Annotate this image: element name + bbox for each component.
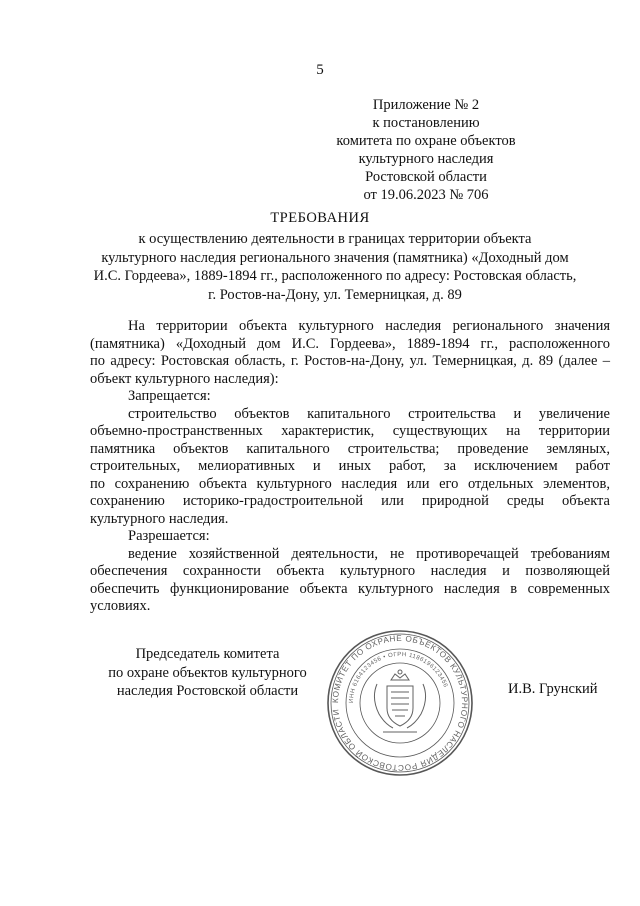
document-body [90, 318, 610, 616]
official-seal-icon [325, 628, 475, 778]
seal-outer-text: КОМИТЕТ ПО ОХРАНЕ ОБЪЕКТОВ КУЛЬТУРНОГО НАСЛЕДИЯ РОСТОВСКОЙ ОБЛАСТИ [330, 633, 470, 773]
document-title: ТРЕБОВАНИЯ [270, 210, 370, 226]
appendix-line: от 19.06.2023 № 706 [363, 187, 489, 203]
appendix-header [296, 96, 556, 204]
prohibited-heading: Запрещается: [128, 388, 211, 404]
prohibited-line: строительство объектов капитального строительства и увеличение [128, 405, 610, 422]
subtitle-line: к осуществлению деятельности в границах территории объекта [138, 231, 532, 247]
seal-inner-text: ИНН 6164123456 • ОГРН 1186196123456 [348, 651, 449, 704]
intro-line: по адресу: Ростовская область, г. Ростов-на-Дону, ул. Темерницкая, д. 89 (далее – [90, 353, 610, 369]
intro-line: На территории объекта культурного наследия регионального значения [128, 318, 610, 334]
appendix-line: к постановлению [372, 115, 480, 131]
allowed-line: условиях. [90, 598, 151, 614]
prohibited-line: сохранению историко-градостроительной или природной среды объекта [90, 493, 610, 509]
intro-line: объект культурного наследия): [90, 370, 279, 387]
coat-of-arms-icon [374, 670, 425, 732]
allowed-heading: Разрешается: [128, 528, 210, 544]
prohibited-line: памятника объектов капитального строительства; проведение земляных, [90, 440, 610, 457]
position-line: по охране объектов культурного [108, 664, 307, 681]
allowed-line: ведение хозяйственной деятельности, не противоречащей требованиям [128, 545, 610, 562]
position-line: наследия Ростовской области [116, 683, 299, 699]
subtitle-line: г. Ростов-на-Дону, ул. Темерницкая, д. 89 [208, 286, 462, 303]
intro-line: (памятника) «Доходный дом И.С. Гордеева», 1889-1894 гг., расположенного [90, 335, 610, 352]
allowed-line: обеспечить функционирование объекта культурного наследия в современных [90, 580, 610, 597]
subtitle-line: культурного наследия регионального значения (памятника) «Доходный дом [101, 249, 569, 266]
signatory-name: И.В. Грунский [508, 681, 598, 697]
position-line: Председатель комитета [135, 646, 280, 662]
signatory-position [95, 645, 320, 701]
allowed-line: обеспечения сохранности объекта культурного наследия и позволяющей [90, 563, 610, 579]
document-subtitle [90, 230, 580, 304]
appendix-line: комитета по охране объектов [336, 133, 516, 149]
appendix-line: Ростовской области [365, 169, 487, 185]
prohibited-line: строительных, мелиоративных и иных работ, за исключением работ [90, 458, 610, 474]
prohibited-line: объемно-пространственных характеристик, существующих на территории [90, 423, 610, 439]
appendix-line: культурного наследия [358, 151, 494, 167]
prohibited-line: культурного наследия. [90, 510, 229, 527]
prohibited-line: по сохранению объекта культурного наследия или его отдельных элементов, [90, 475, 610, 492]
subtitle-line: И.С. Гордеева», 1889-1894 гг., расположенного по адресу: Ростовская область, [93, 268, 577, 284]
page-number: 5 [316, 62, 324, 78]
appendix-line: Приложение № 2 [372, 97, 480, 113]
